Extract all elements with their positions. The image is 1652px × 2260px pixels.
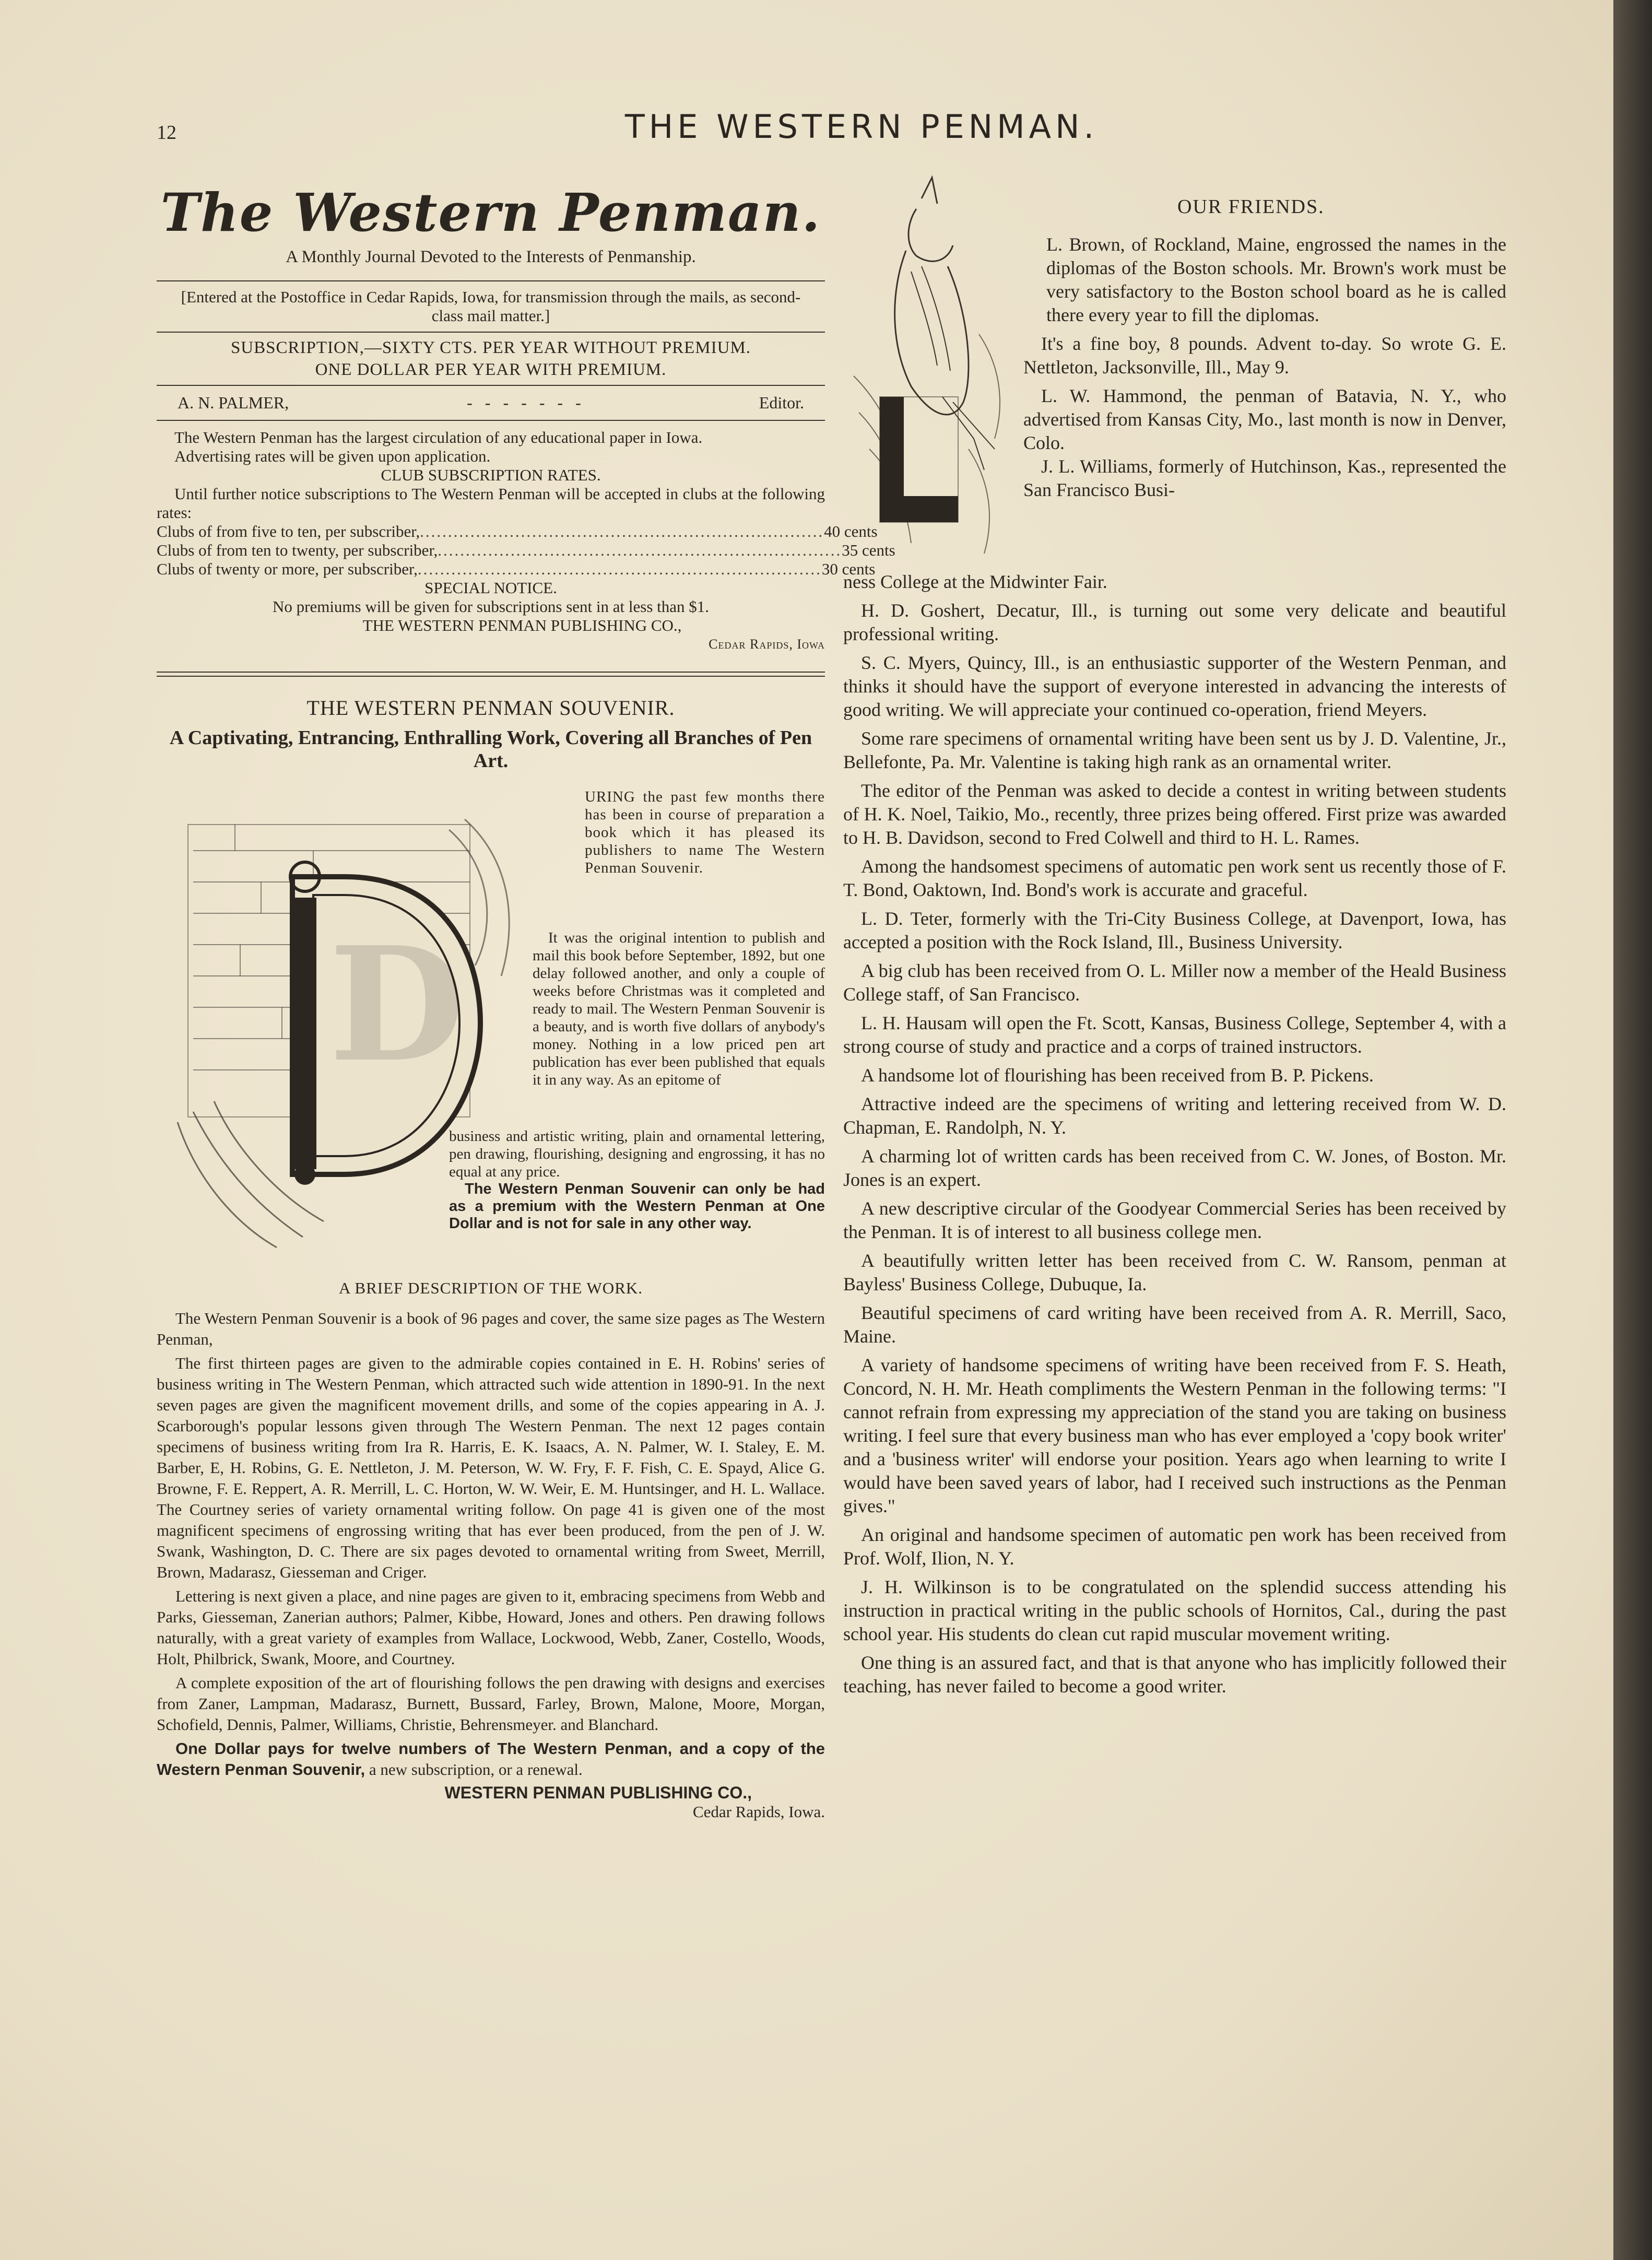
friends-paragraph: L. D. Teter, formerly with the Tri-City Business College, at Davenport, Iowa, has accepted a position with the Rock Island, Ill., Business University. <box>843 908 1506 952</box>
editor-line <box>157 390 825 416</box>
masthead-subtitle: A Monthly Journal Devoted to the Interests of Penmanship. <box>286 248 696 266</box>
description-paragraph: The Western Penman Souvenir is a book of 96 pages and cover, the same size pages as The Western Penman, <box>157 1309 825 1348</box>
divider <box>157 280 825 281</box>
friends-paragraph: Beautiful specimens of card writing have been received from A. R. Merrill, Saco, Maine. <box>843 1302 1506 1347</box>
our-friends-intro <box>843 172 1506 590</box>
divider <box>157 385 825 386</box>
special-notice-heading: SPECIAL NOTICE. <box>424 579 557 597</box>
divider <box>157 420 825 421</box>
closing-offer-bold: One Dollar pays for twelve numbers of The Western Penman, and a copy of the Western Penman Souvenir, <box>157 1739 825 1779</box>
souvenir-intro-2: It was the original intention to publish and mail this book before September, 1892, but one delay followed another, and only a couple of weeks before Christmas was it completed and ready to mail. The Western Penman Souvenir is a beauty, and is worth five dollars of anybody's money. Nothing in a low priced pen art publication has ever been published that equals it in any way. As an epitome of <box>533 929 825 1088</box>
editor-dashes: - - - - - - - <box>467 393 581 412</box>
friends-item: L. W. Hammond, the penman of Batavia, N. Y., who advertised from Kansas City, Mo., last month is now in Denver, Colo. <box>1023 385 1506 453</box>
bird-letter-l-illustration <box>843 178 1016 574</box>
friends-paragraph: A charming lot of written cards has been received from C. W. Jones, of Boston. Mr. Jones is an expert. <box>843 1146 1506 1190</box>
section-divider <box>157 672 825 677</box>
friends-paragraph: J. H. Wilkinson is to be congratulated on the splendid success attending his instruction in practical writing in the public schools of Hornitos, Cal., during the past school year. His students do clean cut rapid muscular movement writing. <box>843 1576 1506 1644</box>
friends-paragraph: The editor of the Penman was asked to decide a contest in writing between students of H. K. Noel, Taikio, Mo., recently, three prizes being offered. First prize was awarded to H. B. Davidson, second to Fred Colwell and third to H. L. Rames. <box>843 780 1506 848</box>
friends-paragraph: L. H. Hausam will open the Ft. Scott, Kansas, Business College, September 4, with a strong course of study and practice and a corps of trained instructors. <box>843 1013 1506 1057</box>
masthead-title: The Western Penman. <box>160 182 821 243</box>
friends-item: It's a fine boy, 8 pounds. Advent to-day. So wrote G. E. Nettleton, Jacksonville, Ill., May 9. <box>1023 333 1506 378</box>
club-rate-row: Clubs of from five to ten, per subscriber, ........................................................................ 40 cents <box>157 522 878 540</box>
souvenir-intro <box>157 788 825 1258</box>
friends-paragraph: Among the handsomest specimens of automatic pen work sent us recently those of F. T. Bond, Oaktown, Ind. Bond's work is accurate and graceful. <box>843 856 1506 900</box>
special-notice-text: No premiums will be given for subscriptions sent in at less than $1. <box>272 597 710 616</box>
friends-paragraph: A handsome lot of flourishing has been received from B. P. Pickens. <box>861 1065 1374 1086</box>
drop-cap-letter: D <box>329 912 465 1097</box>
page-number: 12 <box>157 122 176 144</box>
page-edge-shadow <box>1613 0 1652 2260</box>
club-rates <box>157 522 895 579</box>
our-friends-title: OUR FRIENDS. <box>1177 196 1325 218</box>
closing-city: Cedar Rapids, Iowa. <box>692 1803 825 1821</box>
souvenir-subtitle: A Captivating, Entrancing, Enthralling Work, Covering all Branches of Pen Art. <box>169 727 812 772</box>
souvenir-title: THE WESTERN PENMAN SOUVENIR. <box>306 696 675 720</box>
friends-paragraph: An original and handsome specimen of automatic pen work has been received from Prof. Wolf, Ilion, N. Y. <box>843 1524 1506 1569</box>
divider <box>157 332 825 333</box>
entry-notice: [Entered at the Postoffice in Cedar Rapids, Iowa, for transmission through the mails, as second-class mail matter.] <box>181 288 801 325</box>
souvenir-intro-bold: The Western Penman Souvenir can only be had as a premium with the Western Penman at One Dollar and is not for sale in any other way. <box>449 1181 825 1232</box>
club-intro: Until further notice subscriptions to The Western Penman will be accepted in clubs at the following rates: <box>157 485 825 522</box>
closing-offer <box>157 1738 825 1780</box>
circulation-notice: The Western Penman has the largest circulation of any educational paper in Iowa. <box>174 428 703 446</box>
publisher-name: THE WESTERN PENMAN PUBLISHING CO., <box>362 616 682 634</box>
editor-role: Editor. <box>759 393 804 412</box>
subscription-line-2: ONE DOLLAR PER YEAR WITH PREMIUM. <box>315 360 667 379</box>
description-paragraph: A complete exposition of the art of flourishing follows the pen drawing with designs and exercises from Zaner, Lampman, Madarasz, Burnett, Bussard, Farley, Brown, Malone, Moore, Morgan, Schofield, Dennis, Palmer, Williams, Christie, Behrensmeyer. and Blanchard. <box>157 1674 825 1734</box>
advertising-notice: Advertising rates will be given upon application. <box>174 447 491 465</box>
right-column <box>843 172 1506 1703</box>
left-column <box>157 172 895 1821</box>
friends-paragraph: A variety of handsome specimens of writing have been received from F. S. Heath, Concord, N. H. Mr. Heath compliments the Western Penman in the following terms: "I cannot refrain from expressing my appreciation of the stand you are taking on business writing. I feel sure that every business man who has ever employed a 'copy book writer' and a 'business writer' will endorse your position. Years ago when learning to write I would have been saved years of labor, had I received such instructions as the Penman gives." <box>843 1355 1506 1516</box>
description-paragraph: The first thirteen pages are given to the admirable copies contained in E. H. Robins' series of business writing in The Western Penman, which attracted such wide attention in 1890-91. In the next seven pages are given the magnificent movement drills, and some of the copies appearing in A. J. Scarborough's popular lessons given through The Western Penman. The next 12 pages contain specimens of business writing from Ira R. Harris, E. K. Isaacs, A. N. Palmer, W. I. Staley, E. M. Barber, E, H. Robins, G. E. Nettleton, J. M. Peterson, W. W. Fry, F. F. Fish, C. E. Spayd, Alice G. Browne, F. E. Reppert, A. R. Merrill, L. C. Horton, W. W. Weir, E. M. Huntsinger, and H. L. Wallace. The Courtney series of variety ornamental writing follow. On page 41 is given one of the most magnificent specimens of engrossing writing that has ever been produced, from the pen of J. W. Swank, Washington, D. C. There are six pages devoted to ornamental writing from Sweet, Merrill, Brown, Madarasz, Giesseman and Criger. <box>157 1354 825 1581</box>
friends-paragraph: One thing is an assured fact, and that is that anyone who has implicitly followed their teaching, has never failed to become a good writer. <box>843 1652 1506 1697</box>
club-heading: CLUB SUBSCRIPTION RATES. <box>381 466 601 484</box>
running-title: THE WESTERN PENMAN. <box>624 108 1099 146</box>
friends-paragraph: Some rare specimens of ornamental writing have been sent us by J. D. Valentine, Jr., Bellefonte, Pa. Mr. Valentine is taking high rank as an ornamental writer. <box>843 728 1506 772</box>
club-rate-row: Clubs of from ten to twenty, per subscriber, ........................................................................ 35 cents <box>157 541 895 559</box>
club-rate-row: Clubs of twenty or more, per subscriber, ........................................................................ 30 cents <box>157 560 876 578</box>
souvenir-intro-3: business and artistic writing, plain and ornamental lettering, pen drawing, flourishing, designing and engrossing, it has no equal at any price. <box>449 1128 825 1180</box>
running-head <box>157 108 1504 149</box>
closing-offer-rest: a new subscription, or a renewal. <box>365 1760 583 1779</box>
souvenir-intro-1: URING the past few months there has been in course of preparation a book which it has pleased its publishers to name The Western Penman Souvenir. <box>585 788 825 876</box>
closing-publisher: WESTERN PENMAN PUBLISHING CO., <box>444 1783 752 1802</box>
friends-paragraph: S. C. Myers, Quincy, Ill., is an enthusiastic supporter of the Western Penman, and thinks it should have the support of everyone interested in advancing the interests of good writing. We will appreciate your continued co-operation, friend Meyers. <box>843 652 1506 720</box>
subscription-line-1: SUBSCRIPTION,—SIXTY CTS. PER YEAR WITHOUT PREMIUM. <box>230 338 751 357</box>
friends-paragraph: A new descriptive circular of the Goodyear Commercial Series has been received by the Penman. It is of interest to all business college men. <box>843 1198 1506 1242</box>
friends-paragraph: H. D. Goshert, Decatur, Ill., is turning out some very delicate and beautiful professional writing. <box>843 600 1506 644</box>
friends-paragraph: A beautifully written letter has been received from C. W. Ransom, penman at Bayless' Business College, Dubuque, Ia. <box>843 1250 1506 1294</box>
brief-description-heading: A BRIEF DESCRIPTION OF THE WORK. <box>338 1279 643 1297</box>
friends-paragraph: A big club has been received from O. L. Miller now a member of the Heald Business College staff, of San Francisco. <box>843 960 1506 1005</box>
description-paragraph: Lettering is next given a place, and nine pages are given to it, embracing specimens from Webb and Parks, Giesseman, Zanerian authors; Palmer, Kibbe, Howard, Jones and others. Pen drawing follows naturally, with a great variety of examples from Wallace, Lockwood, Webb, Zaner, Costello, Woods, Holt, Philbrick, Swank, Moore, and Courtney. <box>157 1587 825 1668</box>
friends-item: J. L. Williams, formerly of Hutchinson, Kas., represented the San Francisco Busi- <box>1023 456 1506 500</box>
friends-paragraph: Attractive indeed are the specimens of writing and lettering received from W. D. Chapman, E. Randolph, N. Y. <box>843 1093 1506 1138</box>
friends-continuation: ness College at the Midwinter Fair. <box>843 571 1107 592</box>
editor-name: A. N. PALMER, <box>178 393 289 412</box>
friends-item: L. Brown, of Rockland, Maine, engrossed the names in the diplomas of the Boston schools. Mr. Brown's work must be very satisfactory to the Boston school board as he is called there every year to fill the diplomas. <box>1046 234 1506 325</box>
publisher-city: Cedar Rapids, Iowa <box>709 637 825 652</box>
